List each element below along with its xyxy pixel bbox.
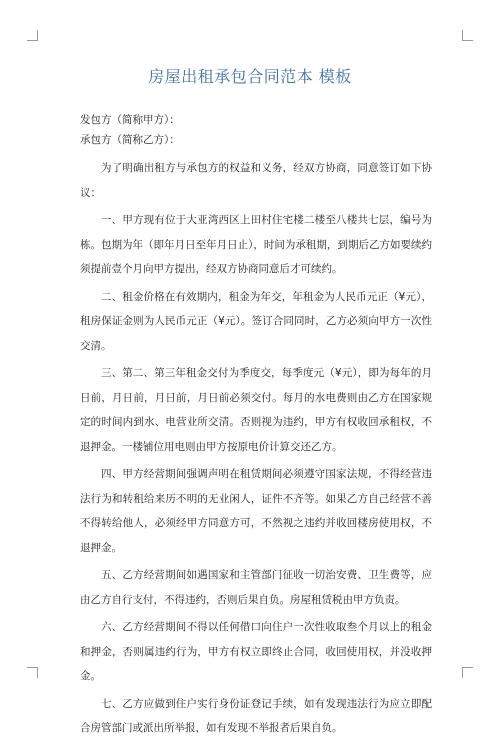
clause-1: 一、甲方现有位于大亚湾西区上田村住宅楼二楼至八楼共七层，编号为栋。包期为年（即年月日至年月日止），时间为承租期，到期后乙方如要续约须提前壹个月向甲方提出，经双方协商同意后才可续约。 (80, 214, 432, 275)
clause-3: 三、第二、第三年租金交付为季度交，每季度元（¥元），即为每年的月日前，月日前，月日前，月日前必须交付。每月的水电费则由乙方在国家规定的时间内到水、电营业所交清。否则视为违约，甲方有权收回承租权，不退押金。一楼铺位用电则由甲方按原电价计算交还乙方。 (80, 367, 432, 453)
clause-6: 六、乙方经营期间不得以任何借口向住户一次性收取叁个月以上的租金和押金，否则属违约行为，甲方有权立即终止合同，收回使用权，并没收押金。 (80, 621, 432, 682)
clause-2: 二、租金价格在有效期内，租金为年交，年租金为人民币元正（¥元），租房保证金则为人民币元正（¥元）。签订合同同时，乙方必须向甲方一次性交清。 (80, 290, 432, 352)
corner-mark-top-right (462, 30, 473, 41)
corner-mark-bottom-left (27, 667, 38, 678)
party-b-line: 承包方（简称乙方）： (80, 134, 180, 146)
document-body (80, 110, 432, 741)
party-a-line: 发包方（简称甲方）： (80, 114, 180, 126)
clause-5: 五、乙方经营期间如遇国家和主管部门征收一切治安费、卫生费等，应由乙方自行支付，不得违约，否则后果自负。房屋租赁税由甲方负责。 (80, 569, 432, 606)
clause-7: 七、乙方应做到住户实行身份证登记手续，如有发现违法行为应立即配合房管部门或派出所举报，如有发现不举报者后果自负。 (80, 697, 432, 734)
clause-4: 四、甲方经营期间强调声明在租赁期间必须遵守国家法规，不得经营违法行为和转租给来历不明的无业闲人，证件不齐等。如果乙方自己经营不善不得转给他人，必须经甲方同意方可，不然视之违约并收回楼房使用权，不退押金。 (80, 468, 432, 554)
document-title: 房屋出租承包合同范本 模板 (148, 67, 352, 86)
corner-mark-bottom-right (462, 667, 473, 678)
intro-paragraph: 为了明确出租方与承包方的权益和义务，经双方协商，同意签订如下协议： (80, 162, 432, 199)
corner-mark-top-left (27, 30, 38, 41)
